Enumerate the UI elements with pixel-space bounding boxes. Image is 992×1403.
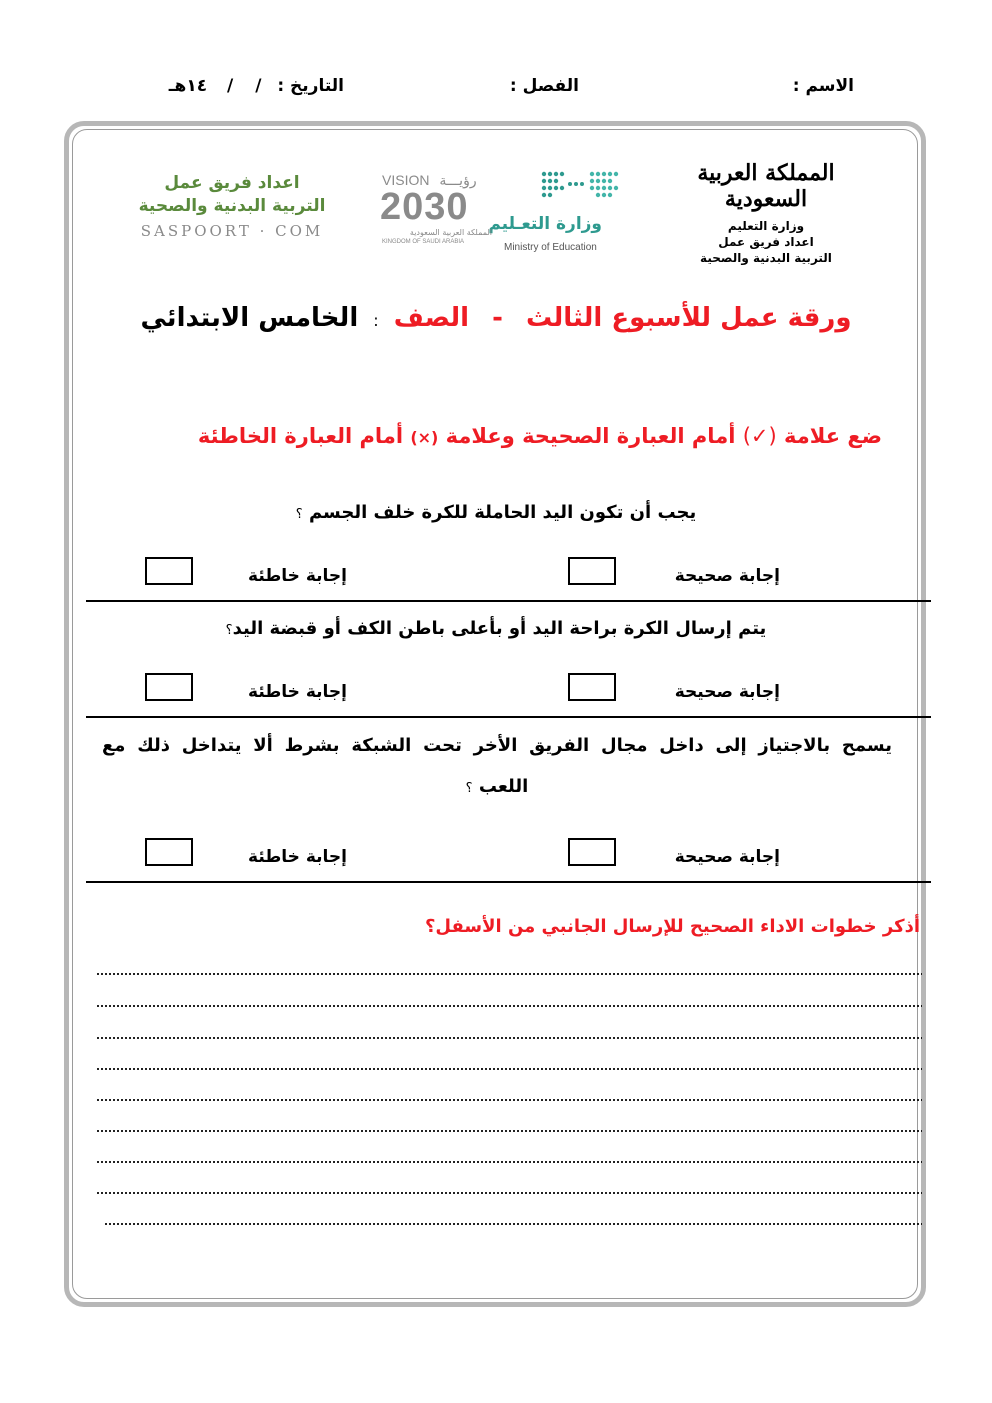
q1-correct-checkbox[interactable] [568,557,616,585]
kingdom-line-ministry: وزارة التعليم [727,219,805,233]
grade-value: الخامس الابتدائي [140,303,359,333]
answer-line[interactable] [96,1066,922,1072]
moe-logo [488,162,640,262]
q2-wrong-label: إجابة خاطئة [248,682,347,702]
moe-emblem-icon [500,162,640,212]
team-logo-site: SASPOORT · COM [140,222,324,240]
date-field-label: التاريخ : [277,76,344,96]
question-2-text: يتم إرسال الكرة براحة اليد أو بأعلى باطن الكف أو قبضة اليد [232,618,767,639]
q1-wrong-label: إجابة خاطئة [248,566,347,586]
date-year: ١٤هـ [168,76,208,96]
answer-line[interactable] [96,1159,922,1165]
question-3-mark: ؟ [465,781,473,796]
question-2 [100,618,892,639]
name-field-label: الاسم : [792,76,854,96]
q3-correct-checkbox[interactable] [568,838,616,866]
date-field [169,76,344,96]
title-colon: : [373,311,379,330]
instruction [198,424,882,448]
cross-mark-icon: (×) [410,428,439,447]
divider [86,881,931,883]
moe-arabic-text: وزارة التعـليم [488,214,602,234]
divider [86,716,931,718]
answer-line[interactable] [96,1190,922,1196]
question-2-mark: ؟ [225,623,233,638]
question-3-line1: يسمح بالاجتياز إلى داخل مجال الفريق الأخر تحت الشبكة بشرط ألا يتداخل ذلك مع [102,735,892,756]
question-3 [102,735,892,797]
divider [86,600,931,602]
question-1-mark: ؟ [295,507,303,522]
q1-wrong-checkbox[interactable] [145,557,193,585]
worksheet-title [120,303,872,333]
worksheet-title-text: ورقة عمل للأسبوع الثالث [525,303,852,333]
kingdom-line-department: التربية البدنية والصحية [700,251,832,265]
answer-line[interactable] [96,1097,922,1103]
answer-line[interactable] [96,971,922,977]
team-logo-line1: اعداد فريق عمل [164,173,300,193]
question-3-line2 [102,776,892,797]
kingdom-logo-block [676,160,856,266]
grade-label: الصف [393,303,470,333]
check-mark-icon: (✓) [742,424,777,448]
question-1 [100,502,892,523]
kingdom-calligraphy: المملكة العربية السعودية [697,160,835,212]
vision-english-word: VISION [382,172,430,188]
q2-correct-label: إجابة صحيحة [674,682,780,702]
vision-english-country: KINGDOM OF SAUDI ARABIA [382,239,465,245]
q3-wrong-label: إجابة خاطئة [248,847,347,867]
vision-arabic-word: رؤيـــة [439,172,477,188]
question-1-text: يجب أن تكون اليد الحاملة للكرة خلف الجسم [308,502,697,523]
question-3-line2-text: اللعب [478,776,529,797]
q2-correct-checkbox[interactable] [568,673,616,701]
date-slash: / [255,76,262,96]
class-field-label: الفصل : [509,76,579,96]
vision-arabic-country: المملكة العربية السعودية [409,228,492,237]
answer-line[interactable] [104,1221,922,1227]
instruction-middle: أمام العبارة الصحيحة وعلامة [445,424,736,448]
q2-wrong-checkbox[interactable] [145,673,193,701]
essay-question: أذكر خطوات الاداء الصحيح للإرسال الجانبي من الأسفل؟ [424,916,920,937]
instruction-end: أمام العبارة الخاطئة [197,424,404,448]
date-slash: / [227,76,234,96]
answer-line[interactable] [96,1128,922,1134]
vision-2030-logo [380,172,495,252]
q1-correct-label: إجابة صحيحة [674,566,780,586]
answer-line[interactable] [96,1003,922,1009]
answer-line[interactable] [96,1035,922,1041]
q3-wrong-checkbox[interactable] [145,838,193,866]
team-logo [112,172,352,240]
vision-year: 2030 [380,186,469,228]
moe-english-text: Ministry of Education [504,242,597,253]
team-logo-line2: التربية البدنية والصحية [138,196,326,216]
q3-correct-label: إجابة صحيحة [674,847,780,867]
kingdom-line-team: اعداد فريق عمل [718,235,814,249]
instruction-start: ضع علامة [784,424,882,448]
title-dash: - [492,303,503,333]
